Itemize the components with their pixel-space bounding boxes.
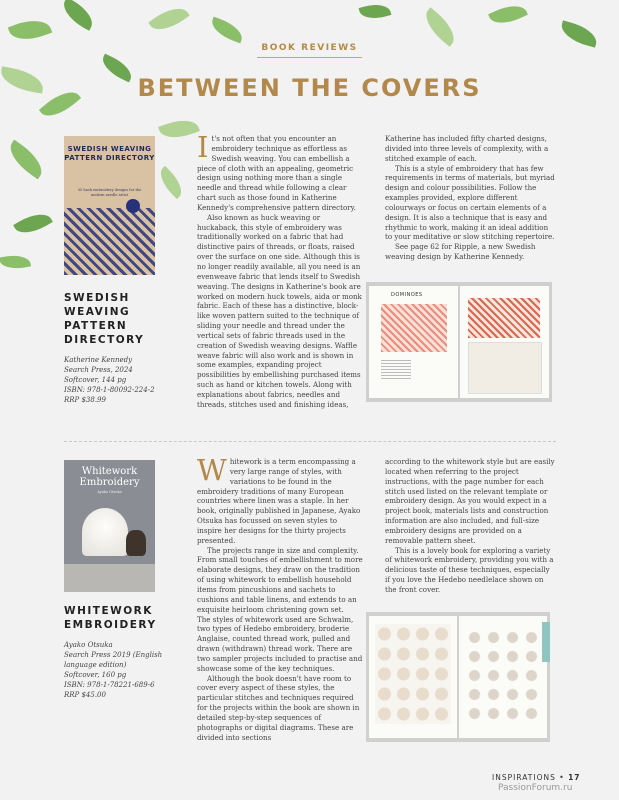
magazine-name: INSPIRATIONS [492, 773, 556, 782]
author-badge [126, 199, 140, 213]
drop-cap: I [197, 130, 209, 164]
swedish-weaving-cover [64, 136, 155, 275]
leaf-decoration [154, 166, 187, 199]
spread-right-page [460, 286, 549, 398]
leaf-decoration [359, 0, 392, 22]
stitch-sample [381, 304, 447, 352]
leaf-decoration [488, 0, 528, 30]
leaf-decoration [158, 114, 200, 144]
whitework-spread [366, 612, 550, 742]
leaf-decoration [3, 140, 48, 180]
leaf-decoration [419, 7, 461, 47]
cover-author: Ayako Otsuka [97, 490, 122, 494]
footer-separator: • [559, 773, 565, 782]
sheet-tab [542, 622, 550, 662]
stitch-diagram-grid [465, 628, 541, 724]
tea-cosy-photo [82, 508, 128, 556]
leaf-decoration [13, 207, 53, 240]
watermark: PassionForum.ru [498, 783, 573, 793]
drop-cap: W [197, 453, 227, 487]
page-number: 17 [568, 773, 581, 782]
book2-column-1: Whitework is a term encompassing a very large range of styles, with variations to be found in the embroidery traditions of many European countries where linen was a staple. In her book, originally published in Japanese, Ayako Otsuka has focussed on seven styles to inspire her designs for the thirty projects presented. The projects range in size and complexity. From small touches of embellishment to more elaborate designs, they draw on the tradition of using whitework to embellish household items from pincushions and sachets to cushions and table linens, and extends to an exquisite heirloom christening gown set. The styles of whitework used are Schwalm, two types of Hedebo embroidery, broderie Anglaise, counted thread work, pulled and drawn (withdrawn) thread work. There are two sampler projects included to practise and showcase some of the key techniques. Although the book doesn't have room to cover every aspect of these styles, the particular stitches and techniques required for the projects within the book are shown in detailed step-by-step sequences of photographs or digital diagrams. These are divided into sections [197, 453, 363, 742]
whitework-cover [64, 460, 155, 592]
section-divider [64, 441, 556, 442]
stitch-photo-grid [375, 624, 451, 724]
book2-meta: Ayako Otsuka Search Press 2019 (English language edition) Softcover, 160 pg ISBN: 978-1-78221-689-6 RRP $45.00 [64, 641, 163, 699]
swedish-weaving-spread [366, 282, 552, 402]
table-surface [64, 564, 155, 592]
cover-title: SWEDISH WEAVING PATTERN DIRECTORY [64, 145, 155, 162]
leaf-decoration [0, 253, 31, 272]
cover-subtitle: 35 huck embroidery designs for the modern needle artist [77, 188, 142, 197]
book1-column-2: Katherine has included fifty charted designs, divided into three levels of complexity, with a stitched example of each. This is a style of embroidery that has few requirements in terms of materials, but myriad design and colour possibilities. Follow the examples provided, explore different colourways or focus on certain elements of a design. It is also a technique that is easy and rhythmic to work, making it an ideal addition to your meditative or slow stitching repertoire. See page 62 for Ripple, a new Swedish weaving design by Katherine Kennedy. [385, 134, 555, 262]
book2-column-2: according to the whitework style but are easily located when referring to the project instructions, with the page number for each stitch used listed on the relevant template or embroidery design. As you would expect in a project book, materials lists and construction information are also included, and full-size embroidery designs are provided on a removable pattern sheet. This is a lovely book for exploring a variety of whitework embroidery, providing you with a delicious taste of these techniques, especially if you love the Hedebo needlelace shown on the front cover. [385, 457, 555, 594]
text-block [381, 360, 411, 380]
weave-pattern [64, 208, 155, 275]
spread-left-page [369, 286, 458, 398]
teapot-photo [126, 530, 146, 556]
page-footer [492, 773, 581, 782]
spread-left-page [369, 616, 457, 738]
leaf-decoration [148, 1, 189, 38]
stitch-chart [468, 298, 540, 338]
book2-title: WHITEWORK EMBROIDERY [64, 605, 157, 631]
spread-right-page [459, 616, 547, 738]
book1-meta: Katherine Kennedy Search Press, 2024 Softcover, 144 pg ISBN: 978-1-80092-224-2 RRP $38.99 [64, 356, 155, 404]
fabric-photo [468, 342, 542, 394]
section-tag: BOOK REVIEWS [261, 43, 358, 53]
book1-title: SWEDISH WEAVING PATTERN DIRECTORY [64, 292, 145, 346]
section-rule [257, 57, 362, 58]
page-title: BETWEEN THE COVERS [137, 74, 482, 102]
book1-column-1: It's not often that you encounter an embroidery technique as effortless as Swedish weaving. You can embellish a piece of cloth with an appealing, geometric design using nothing more than a single needle and thread while following a clear chart such as those found in Katherine Kennedy's comprehensive pattern directory. Also known as huck weaving or huckaback, this style of embroidery was traditionally worked on a fabric that had distinctive pairs of threads, or floats, raised over the surface on one side. Although this is no longer readily available, all you need is an evenweave fabric that lends itself to Swedish weaving. The designs in Katherine's book are worked on modern huck towels, aida or monk fabric. Each of these has a distinctive, block-like woven pattern suited to the technique of sliding your needle and thread under the vertical sets of fabric threads used in the creation of Swedish weaving designs. Waffle weave fabric will also work and is shown in some examples, expanding project possibilities by embellishing purchased items such as hand or kitchen towels. Along with explanations about fabrics, needles and threads, stitches used and finishing ideas, [197, 130, 362, 409]
leaf-decoration [208, 17, 245, 44]
leaf-decoration [8, 14, 52, 46]
leaf-decoration [58, 0, 98, 31]
cover-title: Whitework Embroidery [79, 466, 140, 488]
spread-label: DOMINOES [391, 292, 423, 298]
